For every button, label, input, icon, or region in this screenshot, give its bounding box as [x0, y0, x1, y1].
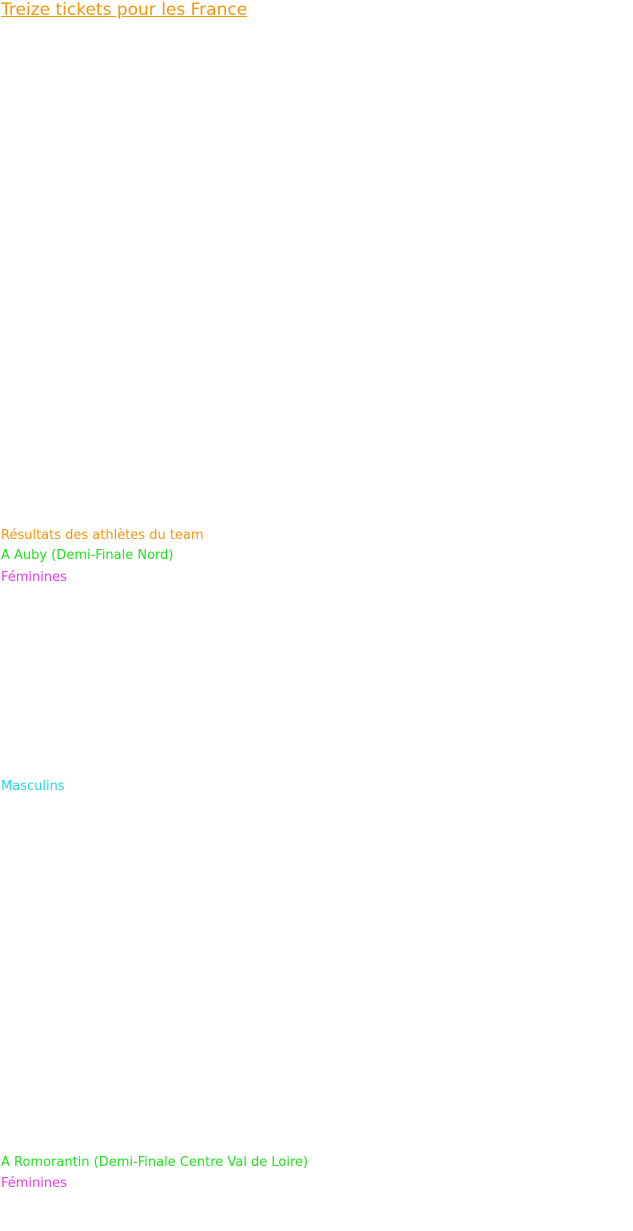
article-title-link[interactable]: Treize tickets pour les France [1, 0, 248, 20]
group-label-feminines-auby: Féminines [1, 570, 67, 585]
group-label-feminines-romorantin: Féminines [1, 1176, 67, 1191]
venue-romorantin: A Romorantin (Demi-Finale Centre Val de Loire) [1, 1155, 309, 1170]
group-label-masculins-auby: Masculins [1, 779, 65, 794]
results-heading: Résultats des athlètes du team [1, 528, 204, 543]
venue-auby: A Auby (Demi-Finale Nord) [1, 548, 174, 563]
